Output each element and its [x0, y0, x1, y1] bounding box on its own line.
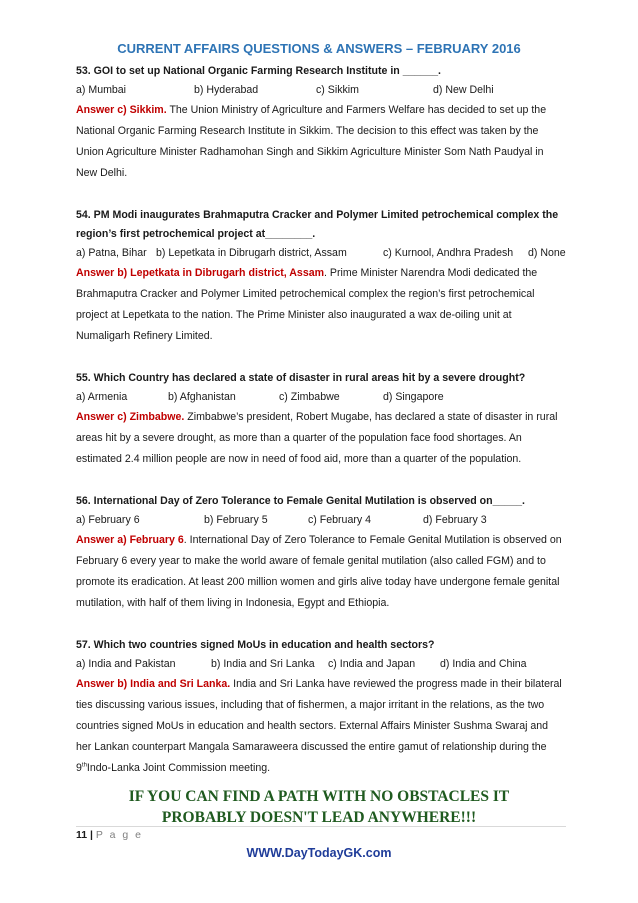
option-d: d) New Delhi — [433, 84, 494, 96]
option-c: c) Zimbabwe — [279, 391, 340, 403]
option-c: c) Sikkim — [316, 84, 359, 96]
question-block-54 — [76, 206, 566, 347]
question-block-53 — [76, 62, 566, 184]
motivational-quote — [0, 786, 638, 828]
answer-explanation: The Union Ministry of Agriculture and Farmers Welfare has decided to set up the National Organic Farming Research Institute in Sikkim. The decision to this effect was taken by the Union Agriculture Minister Radhamohan Singh and Sikkim Agriculture Minister Som Nath Paudyal in New Delhi. — [76, 104, 547, 179]
option-a: a) India and Pakistan — [76, 658, 176, 670]
answer-label: Answer c) Sikkim. — [76, 104, 167, 116]
answer-paragraph — [76, 674, 566, 779]
option-a: a) Mumbai — [76, 84, 127, 96]
answer-explanation: Zimbabwe’s president, Robert Mugabe, has declared a state of disaster in rural areas hit by a severe drought, as more than a quarter of the population face food shortages. An estimated 2.4 million people are now in need of food aid, more than a quarter of the population. — [76, 411, 558, 465]
answer-label: Answer c) Zimbabwe. — [76, 411, 185, 423]
options-row — [76, 244, 566, 263]
footer-divider — [76, 826, 566, 827]
answer-paragraph — [76, 407, 566, 470]
options-row — [76, 511, 566, 530]
answer-paragraph — [76, 530, 566, 614]
option-d: d) February 3 — [423, 514, 487, 526]
question-block-55 — [76, 369, 566, 470]
option-a: a) Armenia — [76, 391, 128, 403]
option-c: c) India and Japan — [328, 658, 416, 670]
ordinal-superscript: th — [81, 762, 87, 769]
page-word: P a g e — [95, 829, 143, 841]
answer-explanation: India and Sri Lanka have reviewed the progress made in their bilateral ties discussing various issues, including that of fishermen, a major irritant in the relations, as the two countries signed MoUs in education and health sectors. External Affairs Minister Sushma Swaraj and her Lankan counterpart Mangala Samaraweera discussed the entire gamut of relationship during the 9 — [76, 678, 562, 774]
quote-line-2: PROBABLY DOESN'T LEAD ANYWHERE!!! — [161, 809, 477, 826]
option-d: d) None — [528, 247, 566, 259]
answer-explanation: . Prime Minister Narendra Modi dedicated the Brahmaputra Cracker and Polymer Limited petrochemical complex the region’s first petrochemical project at Lepetkata to the nation. The Prime Minister also inaugurated a wax de-oiling unit at Numaligarh Refinery Limited. — [76, 267, 538, 342]
question-text: 57. Which two countries signed MoUs in education and health sectors? — [76, 639, 435, 651]
question-text: 56. International Day of Zero Tolerance to Female Genital Mutilation is observed on_____. — [76, 495, 525, 507]
page-header-title: CURRENT AFFAIRS QUESTIONS & ANSWERS – FEBRUARY 2016 — [117, 41, 521, 56]
option-b: b) February 5 — [204, 514, 268, 526]
option-c: c) Kurnool, Andhra Pradesh — [383, 247, 514, 259]
option-b: b) Afghanistan — [168, 391, 236, 403]
question-text: 53. GOI to set up National Organic Farming Research Institute in ______. — [76, 65, 441, 77]
answer-label: Answer b) Lepetkata in Dibrugarh district, Assam — [76, 267, 325, 279]
page-number-footer — [76, 829, 143, 841]
option-c: c) February 4 — [308, 514, 371, 526]
question-text: 55. Which Country has declared a state of disaster in rural areas hit by a severe drought? — [76, 372, 526, 384]
website-link[interactable]: WWW.DayTodayGK.com — [246, 846, 392, 860]
quote-line-1: IF YOU CAN FIND A PATH WITH NO OBSTACLES IT — [128, 788, 510, 805]
question-block-57 — [76, 636, 566, 779]
answer-label: Answer a) February 6 — [76, 534, 184, 546]
question-text: 54. PM Modi inaugurates Brahmaputra Cracker and Polymer Limited petrochemical complex the region’s first petrochemical project at________. — [76, 209, 559, 240]
option-b: b) Lepetkata in Dibrugarh district, Assam — [156, 247, 347, 259]
questions-content — [76, 62, 566, 801]
option-b: b) Hyderabad — [194, 84, 259, 96]
option-b: b) India and Sri Lanka — [211, 658, 315, 670]
page-separator: | — [87, 829, 96, 841]
answer-label: Answer b) India and Sri Lanka. — [76, 678, 231, 690]
answer-paragraph — [76, 263, 566, 347]
option-d: d) India and China — [440, 658, 527, 670]
option-a: a) February 6 — [76, 514, 140, 526]
answer-explanation-tail: Indo-Lanka Joint Commission meeting. — [86, 762, 271, 774]
option-a: a) Patna, Bihar — [76, 247, 147, 259]
answer-paragraph — [76, 100, 566, 184]
options-row — [76, 655, 566, 674]
options-row — [76, 81, 566, 100]
answer-explanation: . International Day of Zero Tolerance to Female Genital Mutilation is observed on February 6 every year to make the world aware of female genital mutilation (also called FGM) and to promote its eradication. At least 200 million women and girls alive today have undergone female genital mutilation, with half of them living in Indonesia, Egypt and Ethiopia. — [76, 534, 562, 609]
options-row — [76, 388, 566, 407]
page-number: 11 — [76, 829, 88, 841]
option-d: d) Singapore — [383, 391, 444, 403]
question-block-56 — [76, 492, 566, 614]
